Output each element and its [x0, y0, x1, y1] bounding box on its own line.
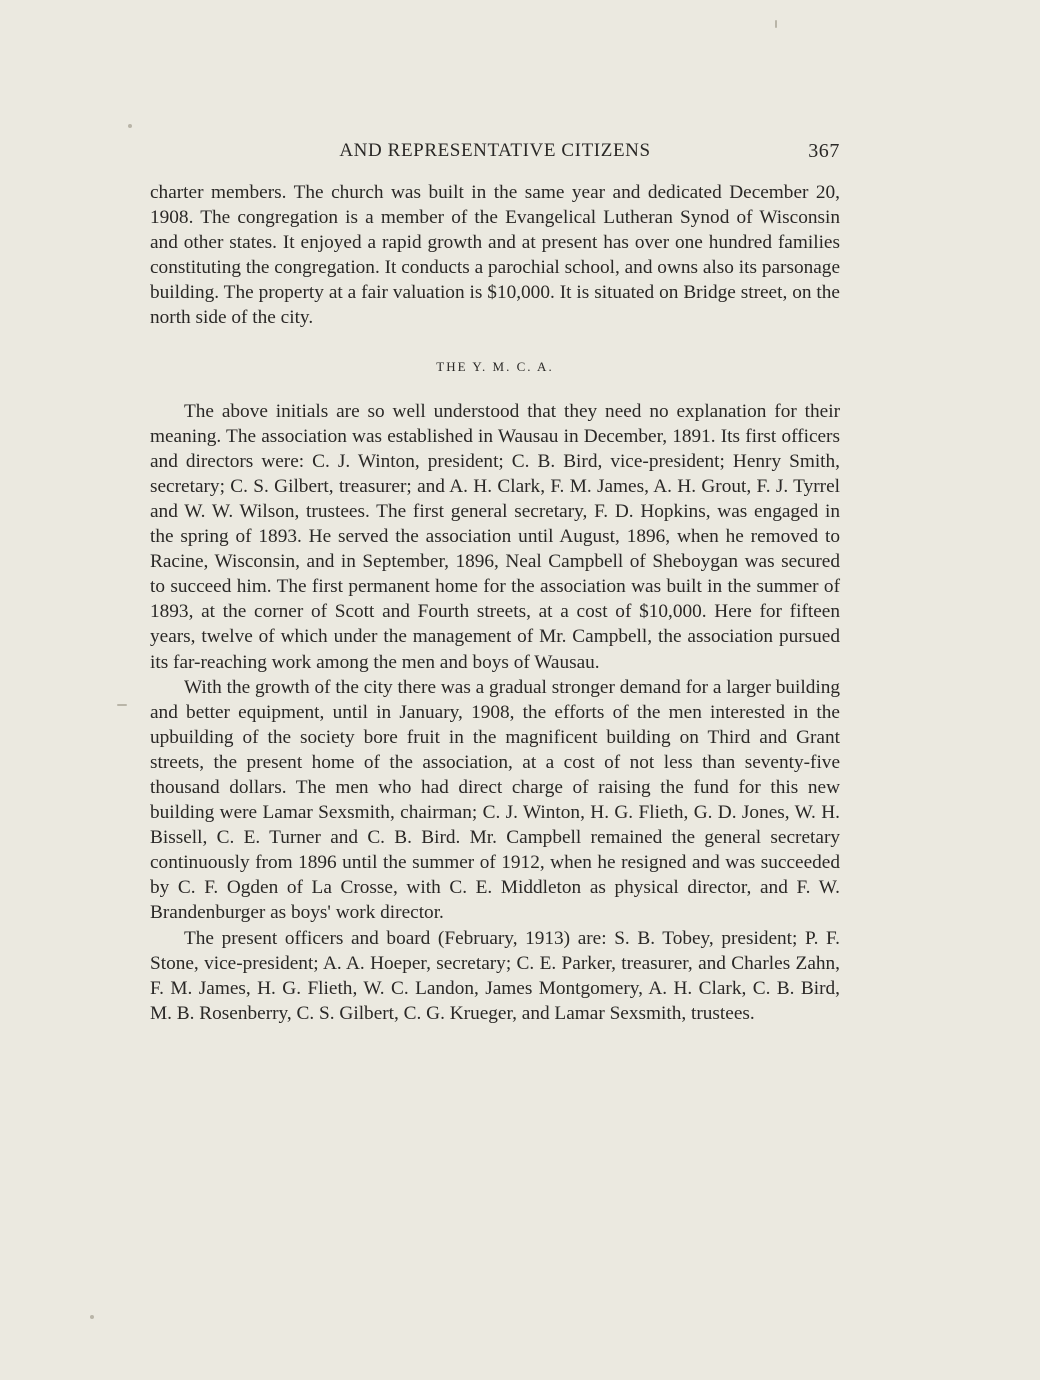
running-title: AND REPRESENTATIVE CITIZENS: [339, 140, 651, 161]
paragraph-church-continued: charter members. The church was built in the same year and dedicated December 20, 1908. The congregation is a member of the Evangelical Lutheran Synod of Wisconsin and other states. It enjoyed a rapid growth and at present has over one hundred families constituting the congregation. It conducts a parochial school, and owns also its parsonage building. The property at a fair valuation is $10,000. It is situated on Bridge street, on the north side of the city.: [150, 182, 840, 329]
paper-speck: [775, 20, 777, 28]
page-number: 367: [808, 140, 840, 162]
paper-speck: [90, 1315, 94, 1319]
paragraph-new-building: With the growth of the city there was a gradual stronger demand for a larger building and better equipment, until in January, 1908, the efforts of the men interested in the upbuilding of the society bore fruit in the magnificent building on Third and Grant streets, the present home of the association, at a cost of not less than seventy-five thousand dollars. The men who had direct charge of raising the fund for this new building were Lamar Sexsmith, chairman; C. J. Winton, H. G. Flieth, G. D. Jones, W. H. Bissell, C. E. Turner and C. B. Bird. Mr. Campbell remained the general secretary continuously from 1896 until the summer of 1912, when he resigned and was succeeded by C. F. Ogden of La Crosse, with C. E. Middleton as physical director, and F. W. Brandenburger as boys' work director.: [150, 676, 840, 924]
paragraph-present-officers: The present officers and board (February, 1913) are: S. B. Tobey, president; P. F. Stone, vice-president; A. A. Hoeper, secretary; C. E. Parker, treasurer, and Charles Zahn, F. M. James, H. G. Flieth, W. C. Landon, James Montgomery, A. H. Clark, C. B. Bird, M. B. Rosenberry, C. S. Gilbert, C. G. Krueger, and Lamar Sexsmith, trustees.: [150, 927, 840, 1024]
running-header: [150, 140, 840, 168]
paper-speck: [128, 124, 132, 128]
paragraph-ymca-history: The above initials are so well understood that they need no explanation for their meaning. The association was established in Wausau in December, 1891. Its first officers and directors were: C. J. Winton, president; C. B. Bird, vice-president; Henry Smith, secretary; C. S. Gilbert, treasurer; and A. H. Clark, F. M. James, A. H. Grout, F. J. Tyrrel and W. W. Wilson, trustees. The first general secretary, F. D. Hopkins, was engaged in the spring of 1893. He served the association until August, 1896, when he removed to Racine, Wisconsin, and in September, 1896, Neal Campbell of Sheboygan was secured to succeed him. The first permanent home for the association was built in the summer of 1893, at the corner of Scott and Fourth streets, at a cost of $10,000. Here for fifteen years, twelve of which under the management of Mr. Campbell, the association pursued its far-reaching work among the men and boys of Wausau.: [150, 400, 840, 673]
paper-speck: [117, 704, 127, 706]
page-body: [150, 140, 840, 1026]
section-heading: THE Y. M. C. A.: [436, 358, 554, 374]
